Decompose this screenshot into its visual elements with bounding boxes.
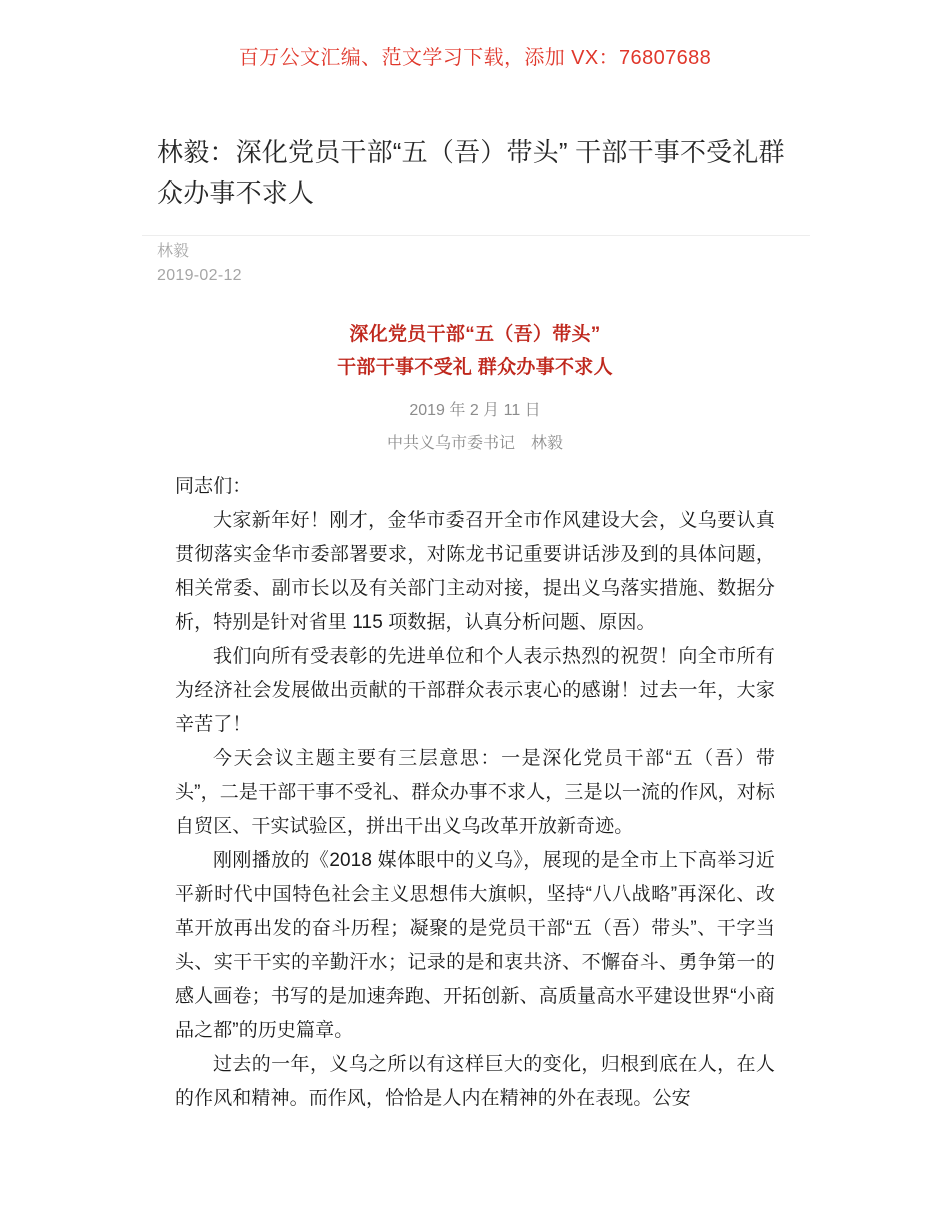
document-paragraphs [175,470,775,1116]
paragraph-salutation: 同志们： [175,476,252,497]
document-heading [175,318,775,384]
promo-banner-text: 百万公文汇编、范文学习下载，添加 VX：76807688 [238,47,712,69]
article-author: 林毅 [157,243,190,260]
document-byline: 中共义乌市委书记 林毅 [386,435,563,452]
promo-banner [0,44,950,72]
paragraph: 过去的一年，义乌之所以有这样巨大的变化，归根到底在人，在人的作风和精神。而作风，恰恰是人内在精神的外在表现。公安 [175,1054,775,1109]
paragraph: 刚刚播放的《2018 媒体眼中的义乌》，展现的是全市上下高举习近平新时代中国特色社会主义思想伟大旗帜，坚持“八八战略”再深化、改革开放再出发的奋斗历程；凝聚的是党员干部“五（吾）带头”、干字当头、实干干实的辛勤汗水；记录的是和衷共济、不懈奋斗、勇争第一的感人画卷；书写的是加速奔跑、开拓创新、高质量高水平建设世界“小商品之都”的历史篇章。 [175,850,775,1041]
document-date: 2019 年 2 月 11 日 [409,402,541,419]
header-divider [142,235,810,236]
article-header [142,132,810,236]
document-body [175,318,775,1116]
paragraph: 今天会议主题主要有三层意思：一是深化党员干部“五（吾）带头”，二是干部干事不受礼、群众办事不求人，三是以一流的作风，对标自贸区、干实试验区，拼出干出义乌改革开放新奇迹。 [175,748,775,837]
document-heading-line-1: 深化党员干部“五（吾）带头” [349,324,601,345]
document-heading-line-2: 干部干事不受礼 群众办事不求人 [337,357,613,378]
paragraph: 我们向所有受表彰的先进单位和个人表示热烈的祝贺！向全市所有为经济社会发展做出贡献的干部群众表示衷心的感谢！过去一年，大家辛苦了！ [175,646,775,735]
page-title: 林毅：深化党员干部“五（吾）带头” 干部干事不受礼群众办事不求人 [157,137,785,208]
article-meta [157,240,242,288]
paragraph: 大家新年好！刚才，金华市委召开全市作风建设大会，义乌要认真贯彻落实金华市委部署要求，对陈龙书记重要讲话涉及到的具体问题，相关常委、副市长以及有关部门主动对接，提出义乌落实措施、数据分析，特别是针对省里 115 项数据，认真分析问题、原因。 [175,510,775,633]
article-date: 2019-02-12 [157,267,242,284]
